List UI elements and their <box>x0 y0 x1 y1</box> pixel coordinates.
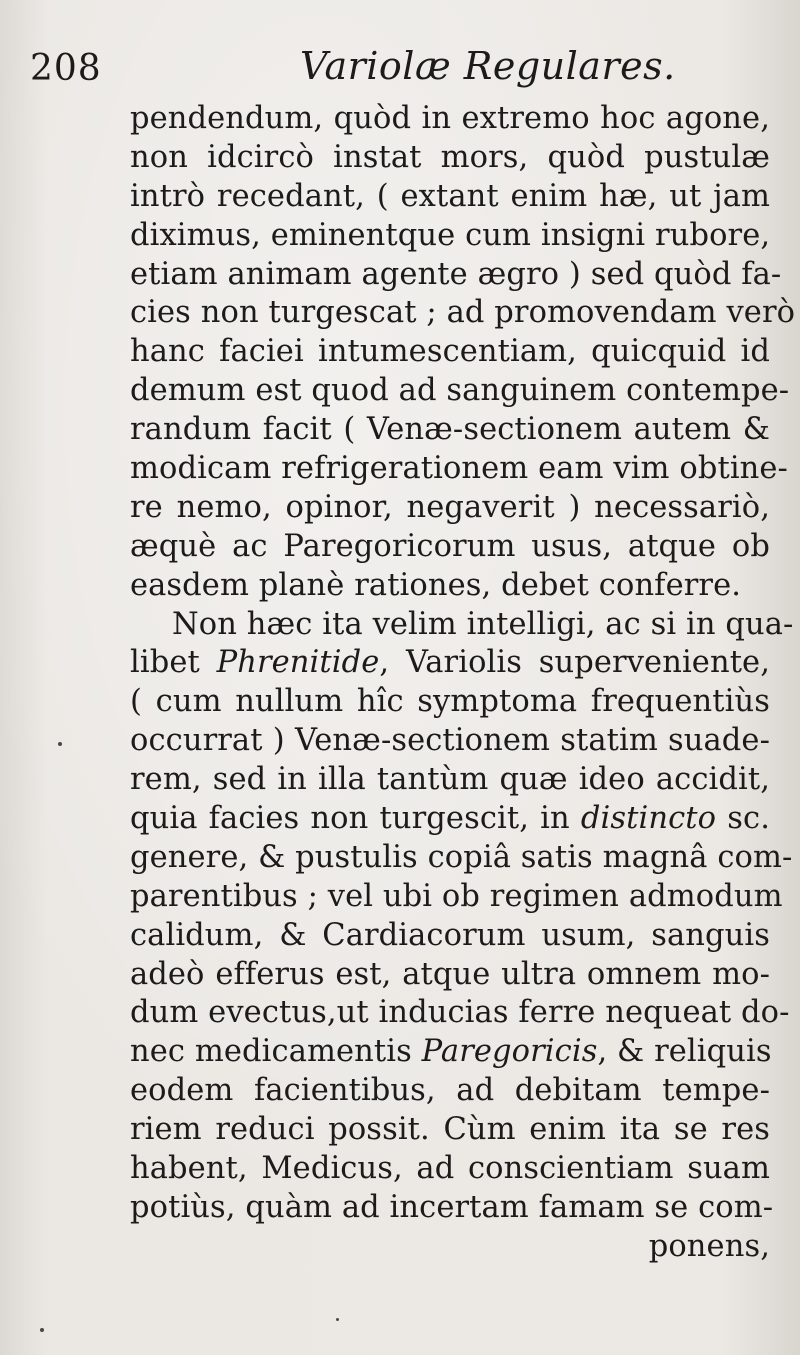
catchword: ponens, <box>648 1228 770 1264</box>
text-line: randum facit ( Venæ-sectionem autem & <box>130 412 770 448</box>
text-line: potiùs, quàm ad incertam famam se com- <box>130 1189 774 1225</box>
page-number: 208 <box>30 48 102 89</box>
text-line: genere, & pustulis copiâ satis magnâ com- <box>130 839 793 875</box>
italic-term: distincto <box>580 801 717 837</box>
text-line: diximus, eminentque cum insigni rubore, <box>130 217 771 253</box>
text-line: hanc faciei intumescentiam, quicquid id <box>130 334 770 370</box>
paragraph-start-line: Non hæc ita velim intelligi, ac si in qua- <box>172 606 794 642</box>
text-line: parentibus ; vel ubi ob regimen admodum <box>130 878 783 914</box>
text-line: intrò recedant, ( extant enim hæ, ut jam <box>130 178 770 214</box>
text-line: æquè ac Paregoricorum usus, atque ob <box>130 528 770 564</box>
text-line: habent, Medicus, ad conscientiam suam <box>130 1151 770 1187</box>
page-header <box>30 40 760 96</box>
text-line: re nemo, opinor, negaverit ) necessariò, <box>130 489 770 525</box>
italic-term: Phrenitide <box>216 645 380 681</box>
text-line: riem reduci possit. Cùm enim ita se res <box>130 1112 770 1148</box>
text-line: dum evectus,ut inducias ferre nequeat do- <box>130 995 790 1031</box>
text-line: rem, sed in illa tantùm quæ ideo accidit, <box>130 762 770 798</box>
text-line: eodem facientibus, ad debitam tempe- <box>130 1073 770 1109</box>
text-line: demum est quod ad sanguinem contempe- <box>130 373 790 409</box>
text-line: ( cum nullum hîc symptoma frequentiùs <box>130 684 770 720</box>
italic-term: Paregoricis <box>421 1034 598 1070</box>
text-line: quia facies non turgescit, in distincto sc. <box>130 801 770 837</box>
text-line: modicam refrigerationem eam vim obtine- <box>130 451 788 487</box>
text-line: non idcircò instat mors, quòd pustulæ <box>130 139 770 175</box>
text-line: adeò efferus est, atque ultra omnem mo- <box>130 956 770 992</box>
text-line: etiam animam agente ægro ) sed quòd fa- <box>130 256 782 292</box>
running-title: Variolæ Regulares. <box>300 44 676 88</box>
text-line: calidum, & Cardiacorum usum, sanguis <box>130 917 770 953</box>
text-line: easdem planè rationes, debet conferre. <box>130 567 742 603</box>
ink-speck <box>40 1328 44 1332</box>
ink-speck <box>58 742 62 746</box>
ink-speck <box>336 1318 339 1321</box>
text-line: pendendum, quòd in extremo hoc agone, <box>130 101 770 136</box>
text-line: cies non turgescat ; ad promovendam verò <box>130 295 796 331</box>
text-line: libet Phrenitide, Variolis superveniente, <box>130 645 770 681</box>
text-line: occurrat ) Venæ-sectionem statim suade- <box>130 723 770 759</box>
text-line: nec medicamentis Paregoricis, & reliquis <box>130 1034 772 1070</box>
body-text <box>130 100 796 1267</box>
